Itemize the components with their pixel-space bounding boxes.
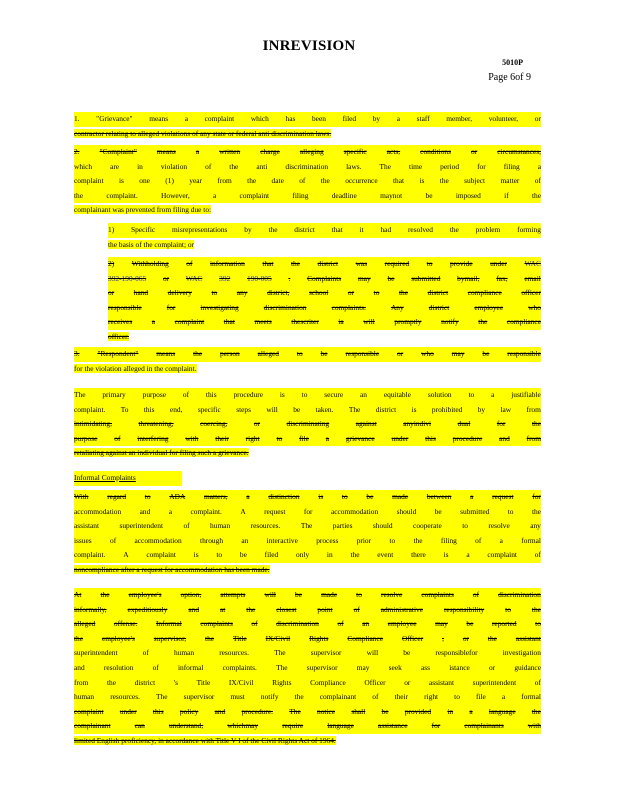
text-line: complaint is one (1) year from the date of the occurrence that is the subject matter of bbox=[74, 174, 541, 189]
text-line: With regard to ADA matters, a distinction is to be made between a request for bbox=[74, 490, 541, 505]
text-line: complainant was prevented from filing due to: bbox=[74, 205, 212, 215]
paragraph-h1 bbox=[74, 471, 541, 486]
text-line: 1) Specific misrepresentations by the district that it had resolved the problem forming bbox=[108, 223, 541, 238]
text-line: complainant can understand, whichmay require language assistance for complainants with bbox=[74, 719, 541, 734]
text-line: Informal Complaints bbox=[74, 471, 541, 486]
text-line: At the employee's option, attempts will be made to resolve complaints of discrimination bbox=[74, 588, 541, 603]
text-line: or hand delivery to any district, school or to the district compliance officer bbox=[108, 286, 541, 301]
paragraph-p3 bbox=[74, 347, 541, 376]
paragraph-p2b bbox=[108, 257, 541, 345]
text-line: accommodation and a complaint. A request for accommodation should be submitted to the bbox=[74, 505, 541, 520]
text-line: complaint. To this end, specific steps will be taken. The district is prohibited by law from bbox=[74, 403, 541, 418]
text-line: officer. bbox=[108, 331, 129, 341]
text-line: The primary purpose of this procedure is to secure an equitable solution to a justifiable bbox=[74, 388, 541, 403]
text-line: complaint under this policy and procedure. The notice shall be provided in a language the bbox=[74, 705, 541, 720]
text-line: limited English proficiency, in accordance with Title V I of the Civil Rights Act of 1964. bbox=[74, 735, 336, 745]
paragraph-p2 bbox=[74, 145, 541, 218]
text-line: contractor relating to alleged violations of any state or federal anti discrimination laws. bbox=[74, 128, 332, 138]
text-line: the complaint. However, a complaint filing deadline maynot be imposed if the bbox=[74, 189, 541, 204]
policy-code: 5010P bbox=[502, 58, 523, 67]
text-line: 392-190-065 or WAC 392 190-005 . Complaints may be submitted bymail, fax, email bbox=[108, 272, 541, 287]
text-line: purpose of interfering with their right to file a grievance under this procedure and from bbox=[74, 432, 541, 447]
text-line: 2) Withholding of information that the district was required to provide under WAC bbox=[108, 257, 541, 272]
text-line: 2. "Complaint" means a written charge alleging specific acts, conditions or circumstances, bbox=[74, 145, 541, 160]
text-line: responsible for investigating discrimination complaints. Any district employee who bbox=[108, 301, 541, 316]
text-line: retaliating against an individual for filing such a grievance. bbox=[74, 448, 249, 458]
text-line: from the district 's Title IX/Civil Rights Compliance Officer or assistant superintendent of bbox=[74, 676, 541, 691]
text-line: the employee's supervisor, the Title IX/Civil Rights Compliance Officer , or the assistant bbox=[74, 632, 541, 647]
text-line: receives a complaint that meets thescriter ia will promptly notify the compliance bbox=[108, 315, 541, 330]
document-title: INREVISION bbox=[262, 38, 356, 54]
text-line: alleged offense. Informal complaints of discrimination of an employee may be reported to bbox=[74, 617, 541, 632]
text-line: which are in violation of the anti discrimination laws. The time period for filing a bbox=[74, 160, 541, 175]
paragraph-p2a bbox=[108, 223, 541, 252]
text-line: for the violation alleged in the complaint. bbox=[74, 363, 197, 373]
paragraph-p1 bbox=[74, 112, 541, 141]
text-line: intimidating, threatening, coercing, or discriminating against anyindivi dual for the bbox=[74, 417, 541, 432]
text-line: noncompliance after a request for accommodation has been made. bbox=[74, 564, 270, 574]
text-line: assistant superintendent of human resources. The parties should cooperate to resolve any bbox=[74, 519, 541, 534]
text-line: 3. "Respondent" means the person alleged to be responsible or who may be responsible bbox=[74, 347, 541, 362]
paragraph-p6 bbox=[74, 588, 541, 749]
page-number: Page 6of 9 bbox=[488, 72, 531, 83]
paragraph-p5 bbox=[74, 490, 541, 578]
text-line: complaint. A complaint is to be filed only in the event there is a complaint of bbox=[74, 548, 541, 563]
text-line: and resolution of informal complaints. The supervisor may seek ass istance or guidance bbox=[74, 661, 541, 676]
text-line: 1. "Grievance" means a complaint which has been filed by a staff member, volunteer, or bbox=[74, 112, 541, 127]
text-line: human resources. The supervisor must notify the complainant of their right to file a formal bbox=[74, 690, 541, 705]
text-line: issues of accommodation through an interactive process prior to the filing of a formal bbox=[74, 534, 541, 549]
text-line: superintendent of human resources. The supervisor will be responsiblefor investigation bbox=[74, 646, 541, 661]
text-line: the basis of the complaint; or bbox=[108, 239, 194, 249]
paragraph-p4 bbox=[74, 388, 541, 461]
text-line: informally, expeditiously and at the closest point of administrative responsibility to the bbox=[74, 603, 541, 618]
